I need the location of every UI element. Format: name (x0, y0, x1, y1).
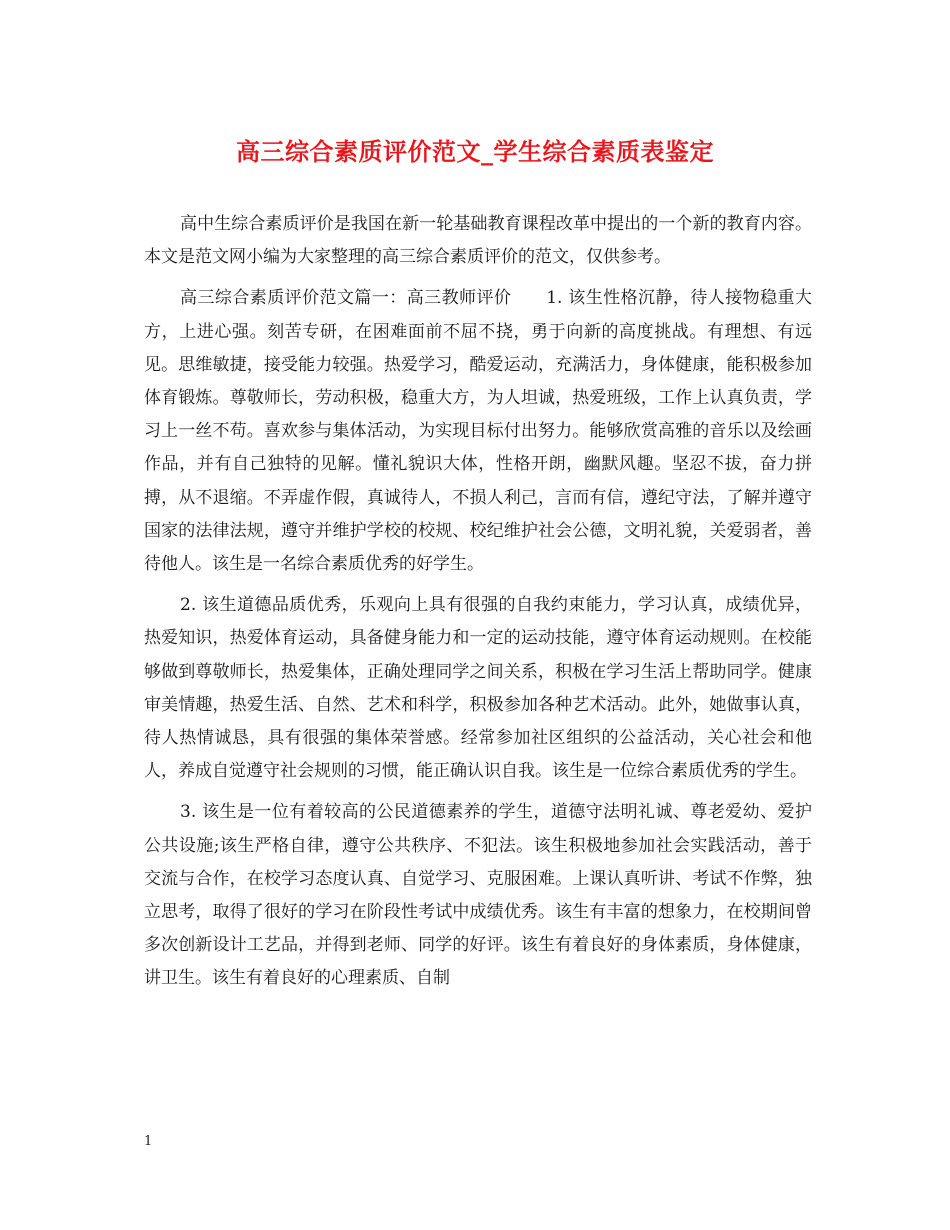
document-title: 高三综合素质评价范文_学生综合素质表鉴定 (236, 137, 714, 166)
paragraph-evaluation-3: 3. 该生是一位有着较高的公民道德素养的学生，道德守法明礼诚、尊老爱幼、爱护公共设施;该生严格自律，遵守公共秩序、不犯法。该生积极地参加社会实践活动，善于交流与合作，在校学习态度认真、自觉学习、克服困难。上课认真听讲、考试不作弊，独立思考，取得了很好的学习在阶段性考试中成绩优秀。该生有丰富的想象力，在校期间曾多次创新设计工艺品，并得到老师、同学的好评。该生有着良好的身体素质，身体健康，讲卫生。该生有着良好的心理素质、自制 (144, 802, 812, 989)
paragraph-intro: 高中生综合素质评价是我国在新一轮基础教育课程改革中提出的一个新的教育内容。本文是范文网小编为大家整理的高三综合素质评价的范文，仅供参考。 (144, 214, 812, 268)
document-body (144, 208, 812, 996)
paragraph-evaluation-2: 2. 该生道德品质优秀，乐观向上具有很强的自我约束能力，学习认真，成绩优异，热爱知识，热爱体育运动，具备健身能力和一定的运动技能，遵守体育运动规则。在校能够做到尊敬师长，热爱集体，正确处理同学之间关系，积极在学习生活上帮助同学。健康审美情趣，热爱生活、自然、艺术和科学，积极参加各种艺术活动。此外，她做事认真，待人热情诚恳，具有很强的集体荣誉感。经常参加社区组织的公益活动，关心社会和他人，养成自觉遵守社会规则的习惯，能正确认识自我。该生是一位综合素质优秀的学生。 (144, 595, 812, 782)
paragraph-evaluation-1: 高三综合素质评价范文篇一：高三教师评价 1. 该生性格沉静，待人接物稳重大方，上进心强。刻苦专研，在困难面前不屈不挠，勇于向新的高度挑战。有理想、有远见。思维敏捷，接受能力较强。热爱学习，酷爱运动，充满活力，身体健康，能积极参加体育锻炼。尊敬师长，劳动积极，稳重大方，为人坦诚，热爱班级，工作上认真负责，学习上一丝不苟。喜欢参与集体活动，为实现目标付出努力。能够欣赏高雅的音乐以及绘画作品，并有自己独特的见解。懂礼貌识大体，性格开朗，幽默风趣。坚忍不拔，奋力拼搏，从不退缩。不弄虚作假，真诚待人，不损人利己，言而有信，遵纪守法，了解并遵守国家的法律法规，遵守并维护学校的校规、校纪维护社会公德，文明礼貌，关爱弱者，善待他人。该生是一名综合素质优秀的好学生。 (144, 288, 812, 575)
page-number: 1 (144, 1134, 153, 1149)
